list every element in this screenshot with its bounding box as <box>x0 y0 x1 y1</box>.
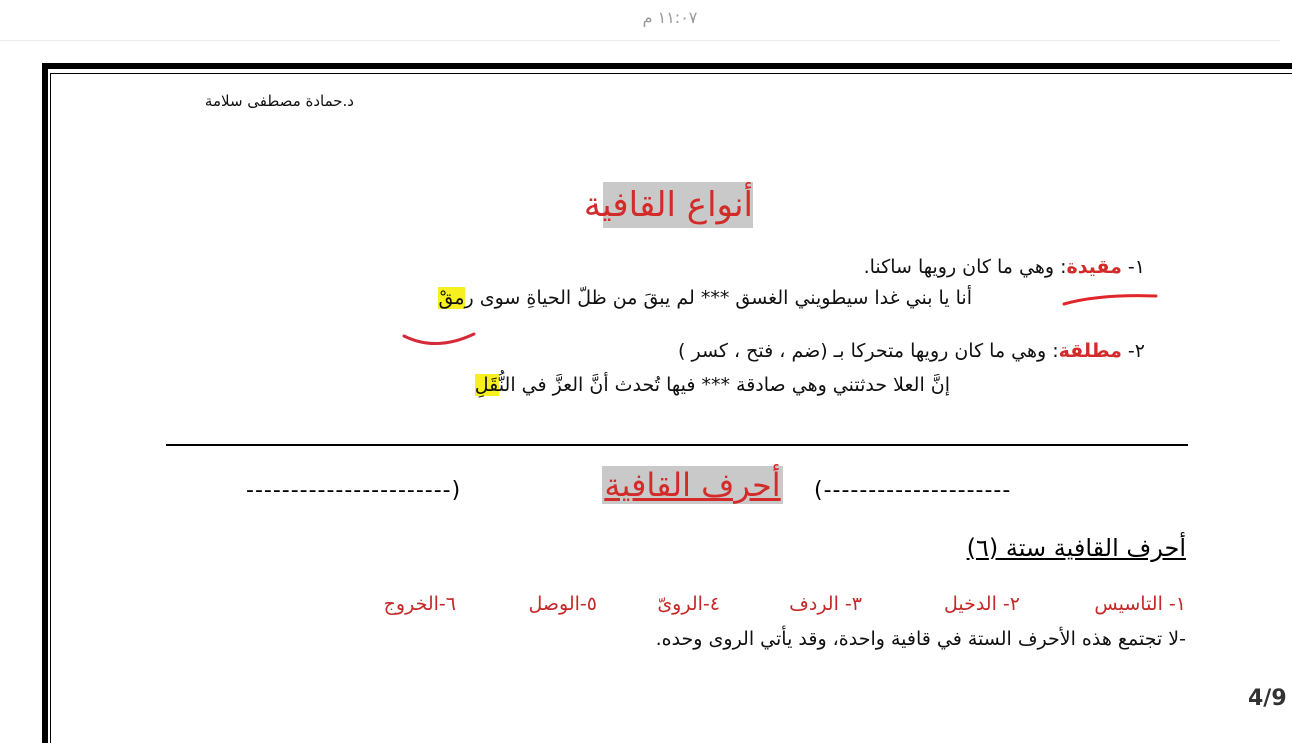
red-curve-mark <box>400 326 480 350</box>
section-divider <box>166 444 1188 446</box>
type-1-number: ١- <box>1127 256 1145 278</box>
verse-2-highlight: قَلِ <box>474 374 499 396</box>
type-1-definition <box>700 256 1145 278</box>
type-2-term: مطلقة <box>1058 340 1122 362</box>
verse-1-highlight: مقْ <box>438 287 465 309</box>
letter-1: ١- التاسيس <box>1094 593 1186 615</box>
red-underline-mark <box>1060 288 1160 308</box>
verse-1-text: أنا يا بني غدا سيطويني الغسق *** لم يبقَ من ظلّ الحياةِ سوى ر <box>464 287 972 309</box>
verse-2-text: إنَّ العلا حدثتني وهي صادقة *** فيها تُحدث أنَّ العزَّ في النُّ <box>498 374 950 396</box>
section-title-wrap <box>555 466 830 516</box>
clock: ١١:٠٧ م <box>642 8 698 27</box>
letter-3: ٣- الردف <box>789 593 862 615</box>
type-2-text: : وهي ما كان رويها متحركا بـ (ضم ، فتح ، كسر ) <box>678 340 1059 362</box>
letter-5: ٥-الوصل <box>528 593 597 615</box>
status-bar <box>0 0 1280 41</box>
type-1-text: : وهي ما كان رويها ساكنا. <box>863 256 1067 278</box>
letter-6: ٦-الخروج <box>383 593 456 615</box>
letter-4: ٤-الروىّ <box>657 593 720 615</box>
author-name: د.حمادة مصطفى سلامة <box>204 92 354 110</box>
type-1-verse <box>380 287 972 309</box>
dashes-right: (--------------------- <box>814 478 1012 503</box>
page-title: أنواع القافية <box>603 182 753 228</box>
type-1-term: مقيدة <box>1066 256 1122 278</box>
letters-note: -لا تجتمع هذه الأحرف الستة في قافية واحدة، وقد يأتي الروى وحده. <box>655 628 1186 650</box>
type-2-number: ٢- <box>1127 340 1145 362</box>
page-indicator: 4/9 <box>1248 686 1287 711</box>
type-2-definition <box>600 340 1145 362</box>
type-2-verse <box>390 374 950 396</box>
letters-count: أحرف القافية ستة (٦) <box>966 534 1186 562</box>
dashes-left: -----------------------) <box>246 478 462 503</box>
section-title: أحرف القافية <box>604 466 781 504</box>
letter-2: ٢- الدخيل <box>943 593 1020 615</box>
